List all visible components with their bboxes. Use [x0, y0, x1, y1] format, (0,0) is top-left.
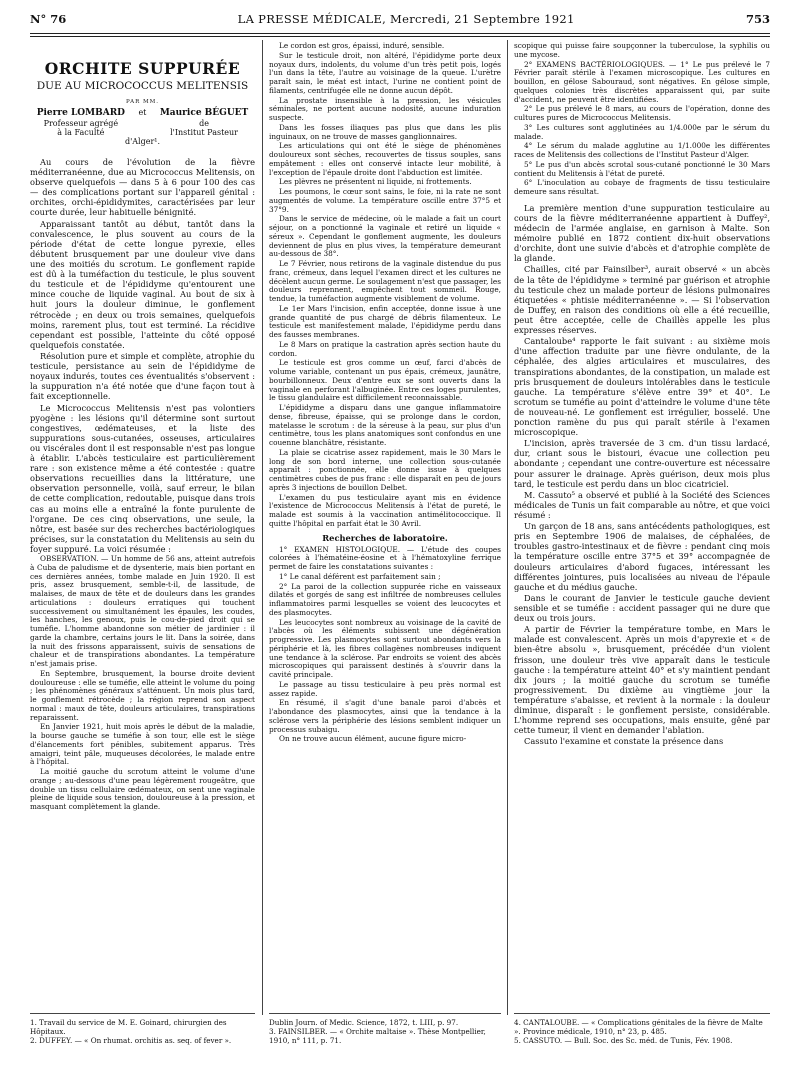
author-title: de: [199, 118, 209, 128]
paragraph: Les poumons, le cœur sont sains, le foie, ni la rate ne sont augmentés de volume. La température oscille entre 37°5 et 37°9.: [269, 187, 501, 214]
paragraph: Apparaissant tantôt au début, tantôt dans la convalescence, le plus souvent au cours de la période d'état de cette longue pyrexie, elles débutent brusquement par une douleur vive dans une des moitiés du scrotum. Le gonflement rapide est dû à la tuméfaction du testicule, le plus souvent du testicule et de l'épididyme qu'entourent une mince couche de liquide vaginal. Au bout de six à huit jours la douleur diminue, le gonflement rétrocède ; en deux ou trois semaines, quelquefois moins, rarement plus, tout est terminé. La récidive cependant est possible, l'atteinte du côté opposé quelquefois constatée.: [30, 218, 255, 350]
paragraph: On ne trouve aucun élément, aucune figure micro-: [279, 734, 467, 744]
paragraph: Sur le testicule droit, non altéré, l'épididyme porte deux noyaux durs, indolents, du volume d'un très petit pois, logés l'un dans la tête, l'autre au voisinage de la queue. L'urètre paraît sain, le méat est intact, l'urine ne contient point de filaments, centrifugée elle ne donne aucun dépôt.: [269, 50, 501, 95]
column-divider-2: [507, 40, 508, 1015]
issue-date: , Mercredi, 21 Septembre 1921: [382, 12, 575, 26]
paragraph: En résumé, il s'agit d'une banale paroi d'abcès et l'abondance des plasmocytes, ainsi que la tendance à la sclérose vers la périphérie des lésions semblent indiquer un processus subaigu.: [269, 698, 501, 734]
paragraph: 1° EXAMEN HISTOLOGIQUE. — L'étude des coupes colorées à l'hématéine-éosine et à l'hématoxyline ferrique permet de faire les constatations suivantes :: [269, 544, 501, 572]
paragraph: 6° L'inoculation au cobaye de fragments de tissu testiculaire demeure sans résultat.: [514, 178, 770, 196]
paragraph: 5° Le pus d'un abcès scrotal sous-cutané ponctionné le 30 Mars contient du Melitensis à l'état de pureté.: [514, 159, 770, 178]
footnote-rule-3: [514, 1013, 770, 1014]
article-title: ORCHITE SUPPURÉE: [44, 59, 241, 78]
author-affiliation: à la Faculté: [57, 127, 105, 137]
author-title: Professeur agrégé: [43, 118, 119, 128]
footnote: 1. Travail du service de M. E. Goinard, chirurgien des Hôpitaux.: [30, 1018, 227, 1036]
observation-paragraph: OBSERVATION. — Un homme de 56 ans, atteint autrefois à Cuba de paludisme et de dysenterie, mais bien portant en ces dernières années, tombe malade en Juin 1920. Il est pris, assez brusquement, semble-t-il, de lassitude, de malaises, de maux de tête et de douleurs dans les grandes articulations : douleurs erratiques qui touchent successivement ou simultanément les épaules, les coudes, les hanches, les genoux, puis le cou-de-pied droit qui se tuméfie. L'homme abandonne son métier de jardinier : il garde la chambre, certains jours le lit. Dans la soirée, dans la nuit des frissons apparaissent, suivis de sensations de chaleur et de transpirations abondantes. La température n'est jamais prise.: [30, 554, 255, 669]
header-rule-top: [30, 33, 770, 34]
paragraph: L'incision, après traversée de 3 cm. d'un tissu lardacé, dur, criant sous le bistouri, évacue une collection peu abondante ; cependant une contre-ouverture est nécessaire pour assurer le drainage. Après guérison, deux mois plus tard, le testicule est perdu dans un bloc cicatriciel.: [514, 438, 770, 489]
paragraph: Les plèvres ne présentent ni liquide, ni frottements.: [279, 177, 472, 187]
paragraph: A partir de Février la température tombe, en Mars le malade est convalescent. Après un mois d'apyrexie et « de bien-être absolu », brusquement, précédée d'un violent frisson, une douleur très vive apparaît dans le testicule gauche : la température atteint 40° et s'y maintient pendant dix jours ; la moitié gauche du scrotum se tuméfie progressivement. Du dixième au vingtième jour la température s'abaisse, et revient à la normale : la douleur diminue, disparaît : le gonflement persiste, considérable. L'homme reprend ses occupations, mais ensuite, gêné par cette tumeur, il vient en demander l'ablation.: [514, 624, 770, 736]
paragraph: Dans le service de médecine, où le malade a fait un court séjour, on a ponctionné la vaginale et retiré un liquide « séreux ». Cependant le gonflement augmente, les douleurs deviennent de plus en plus vives, la température demeurant au-dessous de 38°.: [269, 214, 501, 259]
journal-title: [238, 12, 575, 26]
paragraph: 2° Le pus prélevé le 8 mars, au cours de l'opération, donne des cultures pures de Micrococcus Melitensis.: [514, 104, 770, 122]
author-name: Pierre LOMBARD: [36, 108, 125, 119]
author-name: Maurice BÉGUET: [159, 108, 249, 119]
paragraph: 1° Le canal déférent est parfaitement sain ;: [279, 571, 441, 581]
observation-paragraph: En Janvier 1921, huit mois après le début de la maladie, la bourse gauche se tuméfie à son tour, elle est le siège d'élancements fort pénibles, subitement apparus. Très amaigri, teint pâle, muqueuses décolorées, le malade entre à l'hôpital.: [30, 722, 255, 767]
author-beguet: [160, 108, 248, 137]
paragraph: Le Micrococcus Melitensis n'est pas volontiers pyogène : les lésions qu'il détermine sont surtout congestives, œdémateuses, et la liste des suppurations sous-cutanées, osseuses, articulaires ou viscérales dont il est responsable n'est pas longue à établir. L'abcès testiculaire est particulièrement rare : son existence même a été contestée : quatre observations recueillies dans la littérature, une observation personnelle, voilà, sauf erreur, le bilan de cette complication, redoutable, puisque dans trois cas au moins elle a entraîné la fonte purulente de l'organe. De ces cinq observations, une seule, la nôtre, est basée sur des recherches bactériologiques précises, sur la constatation du Melitensis au sein du foyer suppuré. La voici résumée :: [30, 402, 255, 555]
paragraph: Dans les fosses iliaques pas plus que dans les plis inguinaux, on ne trouve de masses ganglionnaires.: [269, 122, 501, 141]
paragraph: M. Cassuto⁵ a observé et publié à la Société des Sciences médicales de Tunis un fait comparable au nôtre, et que voici résumé :: [514, 489, 770, 521]
article-subtitle: DUE AU MICROCOCCUS MELITENSIS: [36, 79, 249, 92]
paragraph: L'épididyme a disparu dans une gangue inflammatoire dense, fibreuse, épaisse, qui se prolonge dans le cordon, matelasse le scrotum : de la séreuse à la peau, sur plus d'un centimètre, tous les plans anatomiques sont confondus en une couenne blanchâtre, résistante.: [269, 403, 501, 447]
page-number: 753: [745, 12, 770, 26]
paragraph: Le 8 Mars on pratique la castration après section haute du cordon.: [269, 339, 501, 358]
paragraph: Résolution pure et simple et complète, atrophie du testicule, persistance au sein de l'épididyme de noyaux indurés, toutes ces éventualités s'observent : la suppuration n'a été notée que d'une façon tout à fait exceptionnelle.: [30, 350, 255, 402]
footnotes-col-1: [30, 1018, 255, 1045]
paragraph: Le passage au tissu testiculaire à peu près normal est assez rapide.: [269, 679, 501, 698]
paragraph: Cassuto l'examine et constate la présence dans: [524, 736, 724, 747]
column-2: [269, 42, 501, 745]
paragraph: 3° Les cultures sont agglutinées au 1/4.000e par le sérum du malade.: [514, 122, 770, 141]
paragraph: L'examen du pus testiculaire ayant mis en évidence l'existence de Micrococcus Melitensis à l'état de pureté, le malade est soumis à la vaccination antimélitococcique. Il quitte l'hôpital en parfait état le 30 Avril.: [269, 492, 501, 528]
author-block: [30, 108, 255, 137]
column-1: [30, 42, 255, 813]
paragraph: 4° Le sérum du malade agglutine au 1/1.000e les différentes races de Melitensis des collections de l'Institut Pasteur d'Alger.: [514, 141, 770, 159]
observation-paragraph: En Septembre, brusquement, la bourse droite devient douloureuse : elle se tuméfie, elle atteint le volume du poing ; les phénomènes généraux s'atténuent. Un mois plus tard, le gonflement rétrocède ; la région reprend son aspect normal : maux de tête, douleurs articulaires, transpirations reparaissent.: [30, 668, 255, 722]
paragraph: 2° La paroi de la collection suppurée riche en vaisseaux dilatés et gorgés de sang est infiltrée de nombreuses cellules inflammatoires parmi lesquelles se voient des leucocytes et des plasmocytes.: [269, 581, 501, 617]
footnote: 3. FAINSILBER. — « Orchite maltaise ». Thèse Montpellier, 1910, n° 111, p. 71.: [269, 1027, 486, 1045]
column-3: [514, 42, 770, 748]
author-affiliation: l'Institut Pasteur: [170, 127, 238, 137]
journal-name: LA PRESSE MÉDICALE: [237, 12, 383, 26]
paragraph: Le 1er Mars l'incision, enfin acceptée, donne issue à une grande quantité de pus chargé de débris filamenteux. Le testicule est manifestement malade, l'épididyme perdu dans des fausses membranes.: [269, 303, 501, 339]
paragraph: Dans le courant de Janvier le testicule gauche devient sensible et se tuméfie : accident passager qui ne dure que deux ou trois jours.: [514, 592, 770, 624]
paragraph: La première mention d'une suppuration testiculaire au cours de la fièvre méditerranéenne appartient à Duffey², médecin de l'armée anglaise, en garnison à Malte. Son mémoire publié en 1872 contient dix-huit observations d'orchite, dont une suivie d'abcès et d'atrophie complète de la glande.: [514, 202, 770, 264]
footnote: 5. CASSUTO. — Bull. Soc. des Sc. méd. de Tunis, Fév. 1908.: [514, 1036, 733, 1045]
column-divider-1: [262, 40, 263, 1015]
footnotes-col-2: [269, 1018, 501, 1045]
paragraph: Les leucocytes sont nombreux au voisinage de la cavité de l'abcès où les éléments subissent une dégénération progressive. Les plasmocytes sont surtout abondants vers la périphérie et là, les fibres collagènes nombreuses indiquent une tendance à la sclérose. Par endroits se voient des abcès microscopiques qui paraissent destinés à s'ouvrir dans la cavité principale.: [269, 617, 501, 680]
author-separator: et: [138, 108, 147, 118]
issue-number: N° 76: [30, 12, 67, 26]
footnote: 4. CANTALOUBE. — « Complications génitales de la fièvre de Malte ». Province médicale, 1910, n° 23, p. 485.: [514, 1018, 763, 1036]
paragraph: Les articulations qui ont été le siège de phénomènes douloureux sont sèches, recouvertes de tissus souples, sans empâtement : elles ont conservé intacte leur mobilité, à l'exception de l'épaule droite dont l'abduction est limitée.: [269, 141, 501, 177]
footnote-rule-1: [30, 1013, 255, 1014]
paragraph: Le cordon est gros, épaissi, induré, sensible.: [279, 41, 445, 50]
author-city: d'Alger¹.: [124, 137, 161, 147]
paragraph: Au cours de l'évolution de la fièvre méditerranéenne, due au Micrococcus Melitensis, on observe quelquefois — dans 5 à 6 pour 100 des cas — des complications portant sur l'appareil génital : orchites, orchi-épididymites, caractérisées par leur courte durée, leur habituelle bénignité.: [30, 156, 255, 218]
footnotes-col-3: [514, 1018, 770, 1045]
paragraph: Le testicule est gros comme un œuf, farci d'abcès de volume variable, contenant un pus épais, crémeux, jaunâtre, bourbillonneux. Deux d'entre eux se sont ouverts dans la vaginale en perforant l'albuginée. Entre ces loges purulentes, le tissu glandulaire est difficilement reconnaissable.: [269, 358, 501, 403]
paragraph: scopique qui puisse faire soupçonner la tuberculose, la syphilis ou une mycose.: [514, 41, 770, 59]
par-mm: PAR MM.: [125, 98, 160, 105]
footnote-rule-2: [269, 1013, 501, 1014]
paragraph: Un garçon de 18 ans, sans antécédents pathologiques, est pris en Septembre 1906 de malaises, de céphalées, de troubles gastro-intestinaux et de fièvre : pendant cinq mois la température oscille entre 37°5 et 39° accompagnée de douleurs articulaires d'abord fugaces, intéressant les différentes jointures, puis localisées au niveau de l'épaule gauche et du médius gauche.: [514, 521, 770, 592]
paragraph: Chailles, cité par Fainsilber³, aurait observé « un abcès de la tête de l'épididyme » terminé par guérison et atrophie du testicule chez un malade porteur de lésions pulmonaires étiquetées « phtisie méditerranéenne ». — Si l'observation de Duffey, en raison des conditions où elle a été recueillie, peut être acceptée, celle de Chaillès appelle les plus expresses réserves.: [514, 264, 770, 336]
footnote: Dublin Journ. of Medic. Science, 1872, t. LIII, p. 97.: [269, 1018, 459, 1027]
paragraph: Le 7 Février, nous retirons de la vaginale distendue du pus franc, crémeux, dans lequel l'examen direct et les cultures ne décèlent aucun germe. Le soulagement n'est que passager, les douleurs reprennent, empêchent tout sommeil. Rouge, tendue, la tuméfaction augmente visiblement de volume.: [269, 259, 501, 303]
paragraph: 2° EXAMENS BACTÉRIOLOGIQUES. — 1° Le pus prélevé le 7 Février paraît stérile à l'examen microscopique. Les cultures en bouillon, en gélose Sabouraud, sont négatives. En gélose simple, quelques colonies très discrètes apparaissent qui, par suite d'accident, ne peuvent être identifiées.: [514, 59, 770, 104]
paragraph: La prostate insensible à la pression, les vésicules séminales, ne portent aucune nodosité, aucune induration suspecte.: [269, 95, 501, 122]
paragraph: La plaie se cicatrise assez rapidement, mais le 30 Mars le long de son bord interne, une collection sous-cutanée apparaît : ponctionnée, elle donne issue à quelques centimètres cubes de pus franc : elle disparaît en peu de jours après 3 injections de bouillon Delbet.: [269, 447, 501, 492]
footnote: 2. DUFFEY. — « On rhumat. orchitis as. seq. of fever ».: [30, 1036, 232, 1045]
paragraph: Cantaloube⁴ rapporte le fait suivant : au sixième mois d'une affection traduite par une fièvre ondulante, de la céphalée, des algies articulaires et musculaires, des transpirations abondantes, de la constipation, un malade est pris brusquement de douleurs intolérables dans le testicule gauche. La température s'élève entre 39° et 40°. Le scrotum se tuméfie au point d'atteindre le volume d'une tête de nouveau-né. Le gonflement est irrégulier, bosselé. Une ponction ramène du pus qui paraît stérile à l'examen microscopique.: [514, 336, 770, 438]
running-header: [30, 12, 770, 30]
author-lombard: [37, 108, 125, 137]
observation-paragraph: La moitié gauche du scrotum atteint le volume d'une orange ; au-dessous d'une peau légèrement rougeâtre, que double un tissu cellulaire œdémateux, on sent une vaginale pleine de liquide sous tension, douloureuse à la pression, et masquant complètement la glande.: [30, 767, 255, 812]
header-rule-bottom: [30, 36, 770, 37]
section-heading: Recherches de laboratoire.: [322, 532, 448, 543]
